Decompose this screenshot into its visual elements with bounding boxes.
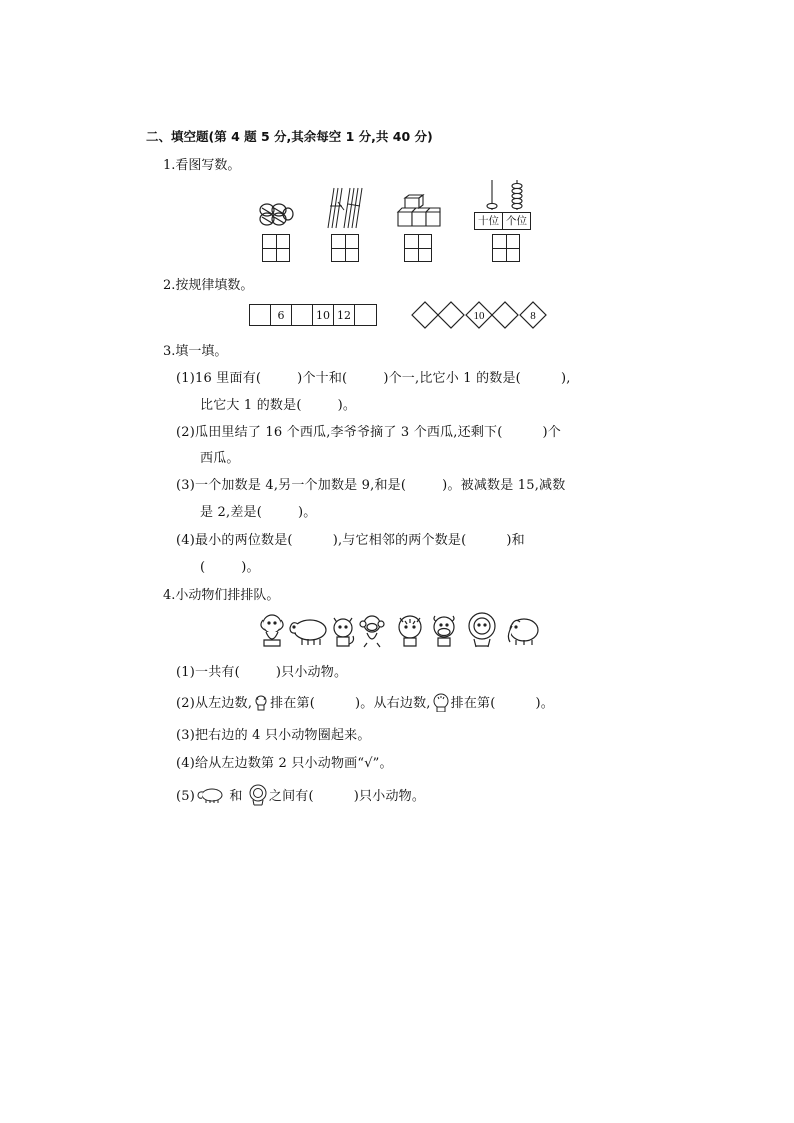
abacus-icon	[477, 178, 531, 212]
text: )个	[542, 425, 561, 440]
text: )个十和(	[297, 371, 348, 386]
text: (	[200, 560, 206, 575]
text: )个一,比它小 1 的数是(	[383, 371, 521, 386]
lion-icon	[469, 613, 495, 647]
text: 排在第(	[270, 696, 316, 711]
text: )。从右边数,	[355, 696, 431, 711]
text: (2)从左边数,	[176, 696, 253, 711]
text: )。	[241, 560, 260, 575]
q3-title: 3.填一填。	[163, 344, 228, 359]
sheep-icon	[290, 620, 326, 645]
seq-cell: 10	[313, 305, 334, 325]
q3-part1-line2	[200, 394, 356, 413]
ones-label: 个位	[506, 215, 527, 227]
seq-cell: 12	[334, 305, 355, 325]
sticks-bundle-icon	[320, 184, 370, 230]
cat-icon	[334, 618, 354, 646]
cubes-icon	[396, 194, 442, 228]
text: (3)一个加数是 4,另一个加数是 9,和是(	[176, 478, 407, 493]
monkey-icon	[360, 616, 384, 647]
number-sequence-row	[249, 304, 377, 326]
text: (2)瓜田里结了 16 个西瓜,李爷爷摘了 3 个西瓜,还剩下(	[176, 425, 503, 440]
diamond-sequence	[410, 300, 552, 330]
q4-part5	[176, 784, 425, 806]
section-title: 二、填空题(第 4 题 5 分,其余每空 1 分,共 40 分)	[146, 129, 433, 144]
q2-title: 2.按规律填数。	[163, 278, 254, 293]
q4-part1	[176, 661, 347, 680]
text: 比它大 1 的数是(	[200, 398, 302, 413]
answer-grid-4[interactable]	[492, 234, 520, 262]
seq-cell[interactable]	[355, 305, 376, 325]
text: ),与它相邻的两个数是(	[332, 533, 467, 548]
q4-part4: (4)给从左边数第 2 只小动物画“√”。	[176, 756, 393, 771]
text: )和	[506, 533, 525, 548]
diamond-value: 8	[530, 310, 536, 322]
answer-grid-3[interactable]	[404, 234, 432, 262]
text: (1)16 里面有(	[176, 371, 262, 386]
text: )。	[298, 505, 317, 520]
q3-part3-line2	[200, 501, 317, 520]
q3-part3-line1	[176, 474, 565, 493]
q3-part2-line2: 西瓜。	[200, 451, 240, 466]
q3-part4-line1	[176, 529, 525, 548]
text: 之间有(	[268, 789, 314, 804]
seq-cell[interactable]	[292, 305, 313, 325]
tens-label: 十位	[475, 213, 503, 229]
seq-cell: 6	[271, 305, 292, 325]
text: )只小动物。	[275, 665, 348, 680]
text: (5)	[176, 789, 196, 804]
text: (4)最小的两位数是(	[176, 533, 293, 548]
lion-icon	[247, 784, 269, 806]
q3-part1-line1	[176, 367, 571, 386]
tiger-icon	[399, 616, 421, 646]
q3-part4-line2	[200, 556, 260, 575]
text: )。被减数是 15,减数	[442, 478, 566, 493]
text: 排在第(	[450, 696, 496, 711]
place-value-label-box	[474, 212, 531, 230]
answer-grid-1[interactable]	[262, 234, 290, 262]
answer-grid-2[interactable]	[331, 234, 359, 262]
text: )。	[337, 398, 357, 413]
text: ),	[560, 371, 571, 386]
seq-cell[interactable]	[250, 305, 271, 325]
sheep-icon	[195, 786, 225, 804]
elephant-icon	[508, 619, 538, 645]
text: 和	[229, 789, 243, 804]
text: )。	[535, 696, 554, 711]
q4-part3: (3)把右边的 4 只小动物圈起来。	[176, 728, 371, 743]
bundles-icon	[258, 200, 294, 228]
q4-title: 4.小动物们排排队。	[163, 588, 280, 603]
q3-part2-line1	[176, 421, 561, 440]
q4-part2	[176, 692, 554, 712]
text: )只小动物。	[353, 789, 426, 804]
cat-icon	[252, 693, 270, 711]
text: 是 2,差是(	[200, 505, 263, 520]
cow-icon	[434, 616, 454, 646]
text: (1)一共有(	[176, 665, 240, 680]
q1-title: 1.看图写数。	[163, 158, 241, 173]
dog-icon	[261, 615, 283, 646]
tiger-icon	[431, 692, 451, 712]
diamond-value: 10	[473, 310, 485, 322]
animal-row	[254, 610, 546, 650]
